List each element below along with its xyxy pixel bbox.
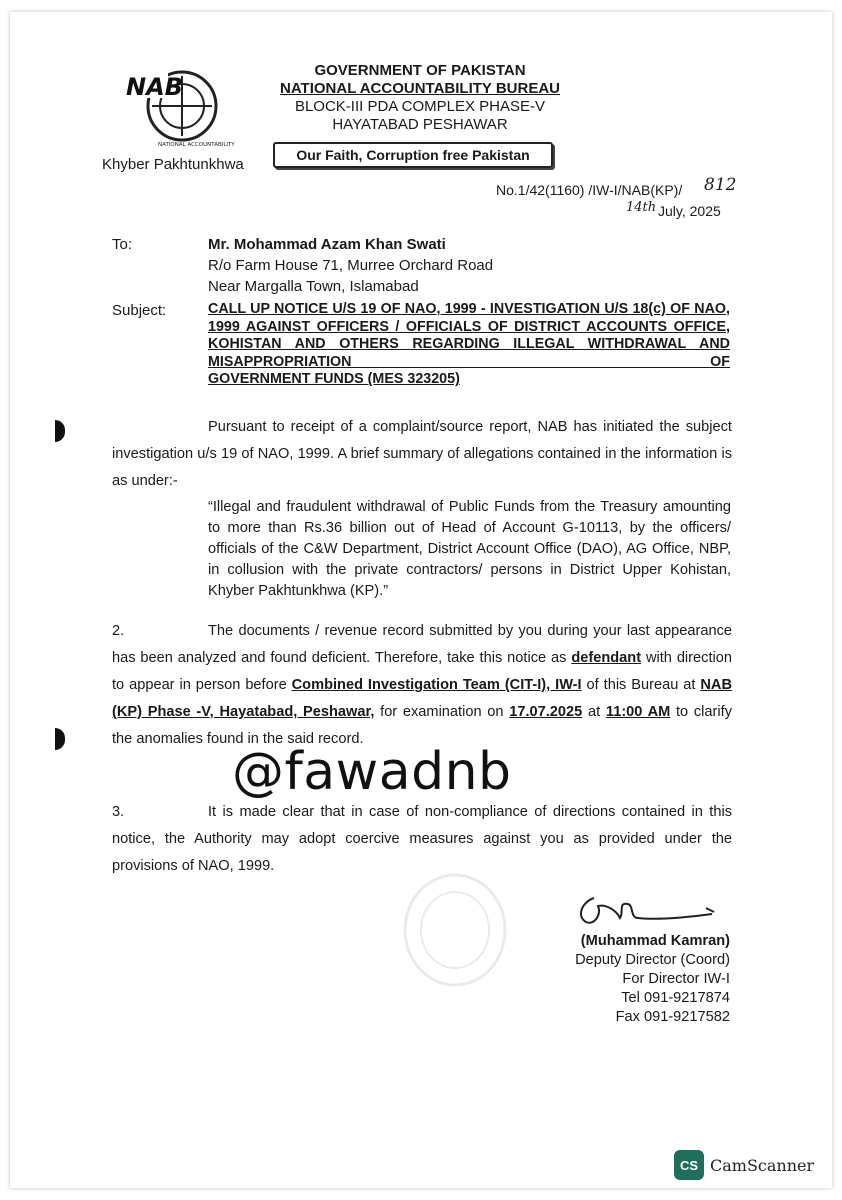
address-line-1: BLOCK-III PDA COMPLEX PHASE-V [294, 98, 546, 115]
paragraph-2-text: of this Bureau at [581, 677, 701, 693]
social-handle-watermark: @fawadnb [232, 742, 512, 802]
addressee-line-2: Near Margalla Town, Islamabad [208, 278, 419, 295]
appearance-location: NAB (KP) Phase -V, Hayatabad, Peshawar, [112, 677, 733, 720]
paragraph-2-text: at [582, 704, 606, 720]
subject-body: CALL UP NOTICE U/S 19 OF NAO, 1999 - INVESTIGATION U/S 18(c) OF NAO, 1999 AGAINST OFFICERS / OFFICIALS OF DISTRICT ACCOUNTS OFFICE, KOHISTAN AND OTHERS REGARDING ILLEGAL WITHDRAWAL AND MISAPPROPRIATION OF [208, 301, 730, 370]
subject-text [208, 301, 730, 389]
signatory-name: (Muhammad Kamran) [580, 933, 730, 949]
faint-stamp-mark [400, 870, 510, 990]
motto-box: Our Faith, Corruption free Pakistan [273, 142, 553, 168]
paragraph-2-number: 2. [112, 623, 125, 639]
paragraph-3-text: It is made clear that in case of non-compliance of directions contained in this notice, the Authority may adopt coercive measures against you as provided under the provisions of NAO, 1999. [112, 804, 732, 874]
handwritten-date-day: 14th [626, 200, 657, 215]
appearance-date: 17.07.2025 [509, 704, 583, 720]
nab-logo [122, 66, 235, 150]
to-label: To: [112, 236, 133, 253]
paragraph-2 [112, 618, 732, 753]
paragraph-2-text: for examination on [374, 704, 510, 720]
camscanner-badge [674, 1150, 814, 1180]
camscanner-label: CamScanner [710, 1155, 815, 1175]
addressee-block [208, 234, 493, 297]
paragraph-2-text: to clarify the anomalies found in the said record. [112, 704, 732, 747]
bureau-title: NATIONAL ACCOUNTABILITY BUREAU [280, 80, 560, 97]
address-line-2: HAYATABAD PESHAWAR [332, 116, 508, 133]
defendant-term: defendant [571, 650, 642, 666]
camscanner-icon: CS [674, 1150, 704, 1180]
svg-text:NATIONAL ACCOUNTABILITY: NATIONAL ACCOUNTABILITY [158, 142, 235, 148]
reference-date: July, 2025 [658, 203, 721, 219]
province-label: Khyber Pakhtunkhwa [102, 156, 244, 173]
paragraph-3 [112, 799, 732, 880]
paragraph-3-number: 3. [112, 804, 125, 820]
government-title: GOVERNMENT OF PAKISTAN [314, 62, 526, 79]
signatory-tel: Tel 091-9217874 [621, 990, 730, 1006]
handwritten-signature [572, 888, 722, 934]
signatory-for-line: For Director IW-I [622, 971, 730, 987]
subject-last-line: GOVERNMENT FUNDS (MES 323205) [208, 371, 460, 388]
appearance-time: 11:00 AM [605, 704, 671, 720]
signatory-designation: Deputy Director (Coord) [575, 952, 730, 968]
reference-number: No.1/42(1160) /IW-I/NAB(KP)/ [496, 182, 683, 198]
addressee-line-1: R/o Farm House 71, Murree Orchard Road [208, 257, 494, 274]
investigation-team: Combined Investigation Team (CIT-I), IW-I [291, 677, 582, 693]
addressee-name: Mr. Mohammad Azam Khan Swati [208, 236, 446, 253]
paragraph-2-text: with direction to appear in person before [112, 650, 732, 693]
paragraph-2-text: The documents / revenue record submitted by you during your last appearance has been analyzed and found deficient. Therefore, take this notice as [112, 623, 732, 666]
signature-block [540, 932, 730, 1027]
paragraph-1: Pursuant to receipt of a complaint/source report, NAB has initiated the subject investigation u/s 19 of NAO, 1999. A brief summary of allegations contained in the information is as under:- [112, 419, 732, 489]
svg-text:NAB: NAB [126, 73, 183, 101]
subject-label: Subject: [112, 302, 167, 319]
letterhead [250, 62, 590, 134]
signatory-fax: Fax 091-9217582 [615, 1009, 730, 1025]
allegation-quote: “Illegal and fraudulent withdrawal of Public Funds from the Treasury amounting to more than Rs.36 billion out of Head of Account G-10113, by the officers/ officials of the C&W Department, District Account Office (DAO), AG Office, NBP, in collusion with the private contractors/ persons in District Upper Kohistan, Khyber Pakhtunkhwa (KP).” [208, 499, 731, 599]
handwritten-reference-number: 812 [704, 175, 737, 195]
